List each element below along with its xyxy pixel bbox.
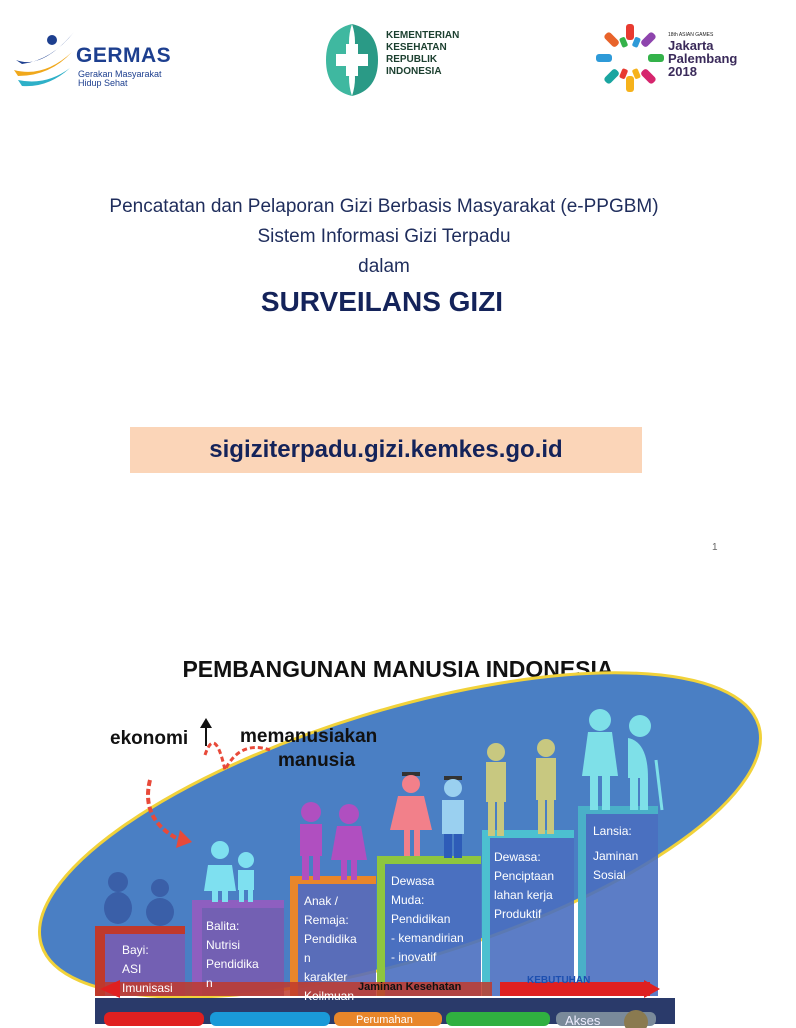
subtitle-line-2: Sistem Informasi Gizi Terpadu	[257, 226, 511, 247]
label-memanusiakan: memanusiakan manusia	[240, 726, 378, 771]
step-anak-remaja: Anak / Remaja: Pendidika n karakter Keilmuan	[304, 894, 357, 1003]
tab-blue	[210, 1012, 330, 1026]
asian-games-emblem-icon	[596, 18, 666, 98]
label-jaminan-kesehatan: Jaminan Kesehatan	[358, 981, 462, 993]
step-bayi: Bayi: ASI Imunisasi	[122, 943, 173, 995]
asian-games-edition: 18th ASIAN GAMES	[668, 32, 714, 38]
asian-games-name: Jakarta Palembang 2018	[668, 38, 738, 79]
tab-red	[104, 1012, 204, 1026]
tab-label-perumahan: Perumahan	[356, 1014, 413, 1026]
slide-2-title: PEMBANGUNAN MANUSIA INDONESIA	[182, 656, 614, 682]
kemenkes-text: KEMENTERIAN KESEHATAN REPUBLIK INDONESIA	[386, 30, 460, 77]
slide-1-subtitle	[0, 192, 768, 282]
label-ekonomi: ekonomi	[110, 728, 189, 749]
slide-1-main-title: SURVEILANS GIZI	[260, 286, 504, 317]
page-number: 1	[712, 542, 718, 553]
up-arrow-head-icon	[200, 718, 212, 728]
website-url[interactable]: sigiziterpadu.gizi.kemkes.go.id	[130, 427, 642, 473]
tab-label-akses: Akses	[565, 1013, 601, 1028]
subtitle-line-1: Pencatatan dan Pelaporan Gizi Berbasis Masyarakat (e-PPGBM)	[109, 196, 659, 217]
step-dewasa-muda: Dewasa Muda: Pendidikan - kemandirian - inovatif	[391, 874, 464, 964]
asian-games-logo	[596, 18, 756, 98]
germas-swoosh-icon	[12, 30, 82, 100]
kemenkes-logo	[316, 18, 476, 98]
germas-tagline: Gerakan Masyarakat Hidup Sehat	[78, 69, 162, 88]
subtitle-line-3: dalam	[358, 256, 410, 277]
step-dewasa: Dewasa: Penciptaan lahan kerja Produktif	[494, 850, 555, 921]
step-lansia: Lansia: Jaminan Sosial	[593, 824, 639, 882]
tab-green	[446, 1012, 550, 1026]
label-kebutuhan: KEBUTUHAN	[527, 975, 591, 986]
step-balita: Balita: Nutrisi Pendidika n	[206, 919, 259, 990]
germas-logo	[12, 30, 192, 100]
kemenkes-emblem-icon	[316, 18, 386, 98]
germas-wordmark: GERMAS	[76, 44, 172, 67]
